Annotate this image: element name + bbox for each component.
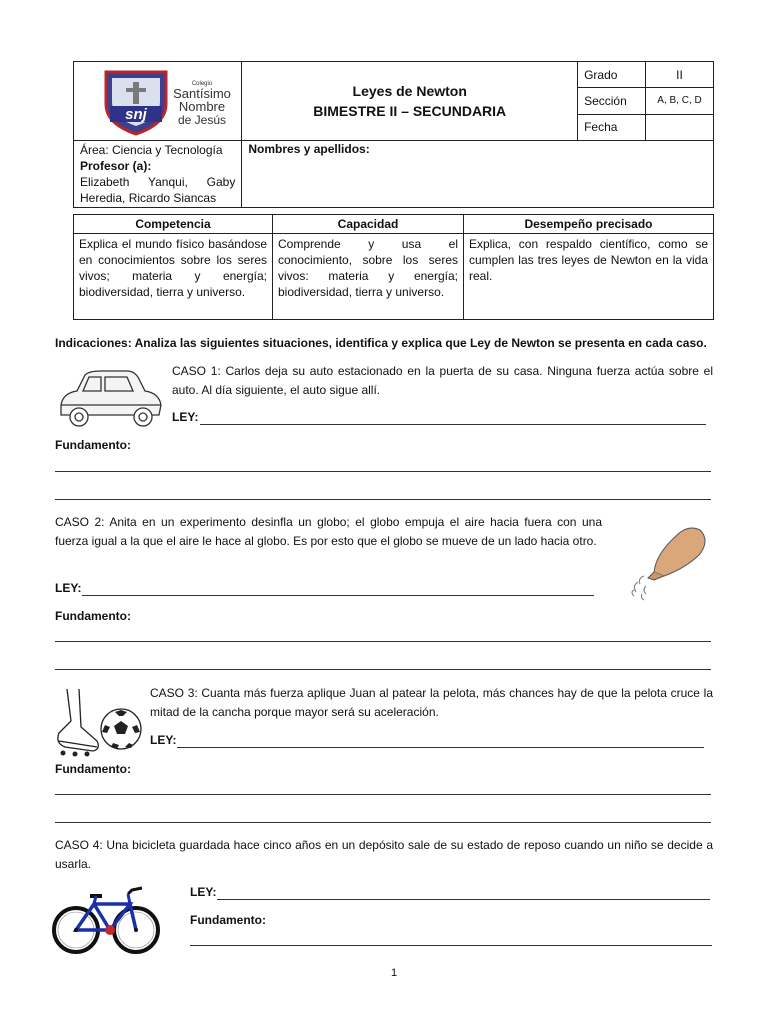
worksheet-subtitle: BIMESTRE II – SECUNDARIA xyxy=(313,103,507,119)
caso-4-text: CASO 4: Una bicicleta guardada hace cinco años en un depósito sale de su estado de reposo cuando un niño se decide a usarla. xyxy=(55,838,713,871)
seccion-value: A, B, C, D xyxy=(646,88,714,114)
area-cell xyxy=(74,141,242,208)
balloon-icon xyxy=(626,520,714,604)
caso-1-fundamento-line-1[interactable] xyxy=(55,471,711,472)
caso-2-fundamento-label: Fundamento: xyxy=(55,609,131,623)
caso-3-ley-line[interactable] xyxy=(177,747,704,748)
school-name-1: Santísimo xyxy=(173,86,231,101)
caso-1-ley-line[interactable] xyxy=(200,424,706,425)
caso-4-ley-label: LEY: xyxy=(190,885,217,899)
fecha-field[interactable] xyxy=(646,114,714,140)
area-text: Área: Ciencia y Tecnología xyxy=(80,143,223,157)
caso-2-fundamento-line-2[interactable] xyxy=(55,669,711,670)
logo-cell xyxy=(74,62,242,141)
caso-1-fundamento-line-2[interactable] xyxy=(55,499,711,500)
seccion-label: Sección xyxy=(578,88,646,114)
nombres-cell[interactable] xyxy=(242,141,714,208)
soccer-kick-icon xyxy=(53,685,143,757)
caso-4-ley-line[interactable] xyxy=(217,899,710,900)
nombres-label: Nombres y apellidos: xyxy=(248,142,370,156)
profesores-text: Elizabeth Yanqui, Gaby Heredia, Ricardo Siancas xyxy=(80,175,236,205)
school-name-3: de Jesús xyxy=(177,113,227,127)
school-name-2: Nombre xyxy=(178,99,226,114)
desempeno-cell: Explica, con respaldo científico, como se cumplen las tres leyes de Newton en la vida real. xyxy=(464,234,714,320)
worksheet-title: Leyes de Newton xyxy=(352,83,467,99)
logo-text: snj xyxy=(125,106,147,123)
desempeno-header: Desempeño precisado xyxy=(464,215,714,234)
title-cell xyxy=(242,62,578,141)
capacidad-header: Capacidad xyxy=(273,215,464,234)
caso-2-text: CASO 2: Anita en un experimento desinfla un globo; el globo empuja el aire hacia fuera con una fuerza igual a la que el aire le hace al globo. Es por esto que el globo se mueve de un lado hacia otro. xyxy=(55,515,602,548)
capacidad-cell: Comprende y usa el conocimiento, sobre los seres vivos: materia y energía; biodiversidad, tierra y universo. xyxy=(273,234,464,320)
grado-value: II xyxy=(646,62,714,88)
caso-3-fundamento-line-1[interactable] xyxy=(55,794,711,795)
car-icon xyxy=(55,365,165,433)
caso-1-text: CASO 1: Carlos deja su auto estacionado en la puerta de su casa. Ninguna fuerza actúa sobre el auto. Al día siguiente, el auto sigue allí. xyxy=(172,364,713,397)
school-small-label: Colegio xyxy=(191,81,213,87)
page-number: 1 xyxy=(390,967,398,979)
competencia-header: Competencia xyxy=(74,215,273,234)
caso-3-ley-label: LEY: xyxy=(150,733,177,747)
caso-4-fundamento-line-1[interactable] xyxy=(190,945,712,946)
profesor-label: Profesor (a): xyxy=(80,159,152,173)
fecha-label: Fecha xyxy=(578,114,646,140)
competencias-table xyxy=(73,214,714,320)
caso-3-fundamento-label: Fundamento: xyxy=(55,762,131,776)
caso-3-text: CASO 3: Cuanta más fuerza aplique Juan al patear la pelota, más chances hay de que la pelota cruce la mitad de la cancha porque mayor será su aceleración. xyxy=(150,686,713,719)
bicycle-icon xyxy=(52,882,162,958)
caso-2-ley-label: LEY: xyxy=(55,581,82,595)
caso-4-fundamento-label: Fundamento: xyxy=(190,913,266,927)
caso-1-fundamento-label: Fundamento: xyxy=(55,438,131,452)
indicaciones: Indicaciones: Analiza las siguientes situaciones, identifica y explica que Ley de Newton se presenta en cada caso. xyxy=(55,336,707,350)
grado-label: Grado xyxy=(578,62,646,88)
school-logo xyxy=(74,62,239,140)
caso-2-fundamento-line-1[interactable] xyxy=(55,641,711,642)
caso-2-ley-line[interactable] xyxy=(82,595,594,596)
header-table xyxy=(73,61,714,208)
competencia-cell: Explica el mundo físico basándose en conocimientos sobre los seres vivos; materia y energía; biodiversidad, tierra y universo. xyxy=(74,234,273,320)
caso-1-ley-label: LEY: xyxy=(172,410,199,424)
caso-3-fundamento-line-2[interactable] xyxy=(55,822,711,823)
